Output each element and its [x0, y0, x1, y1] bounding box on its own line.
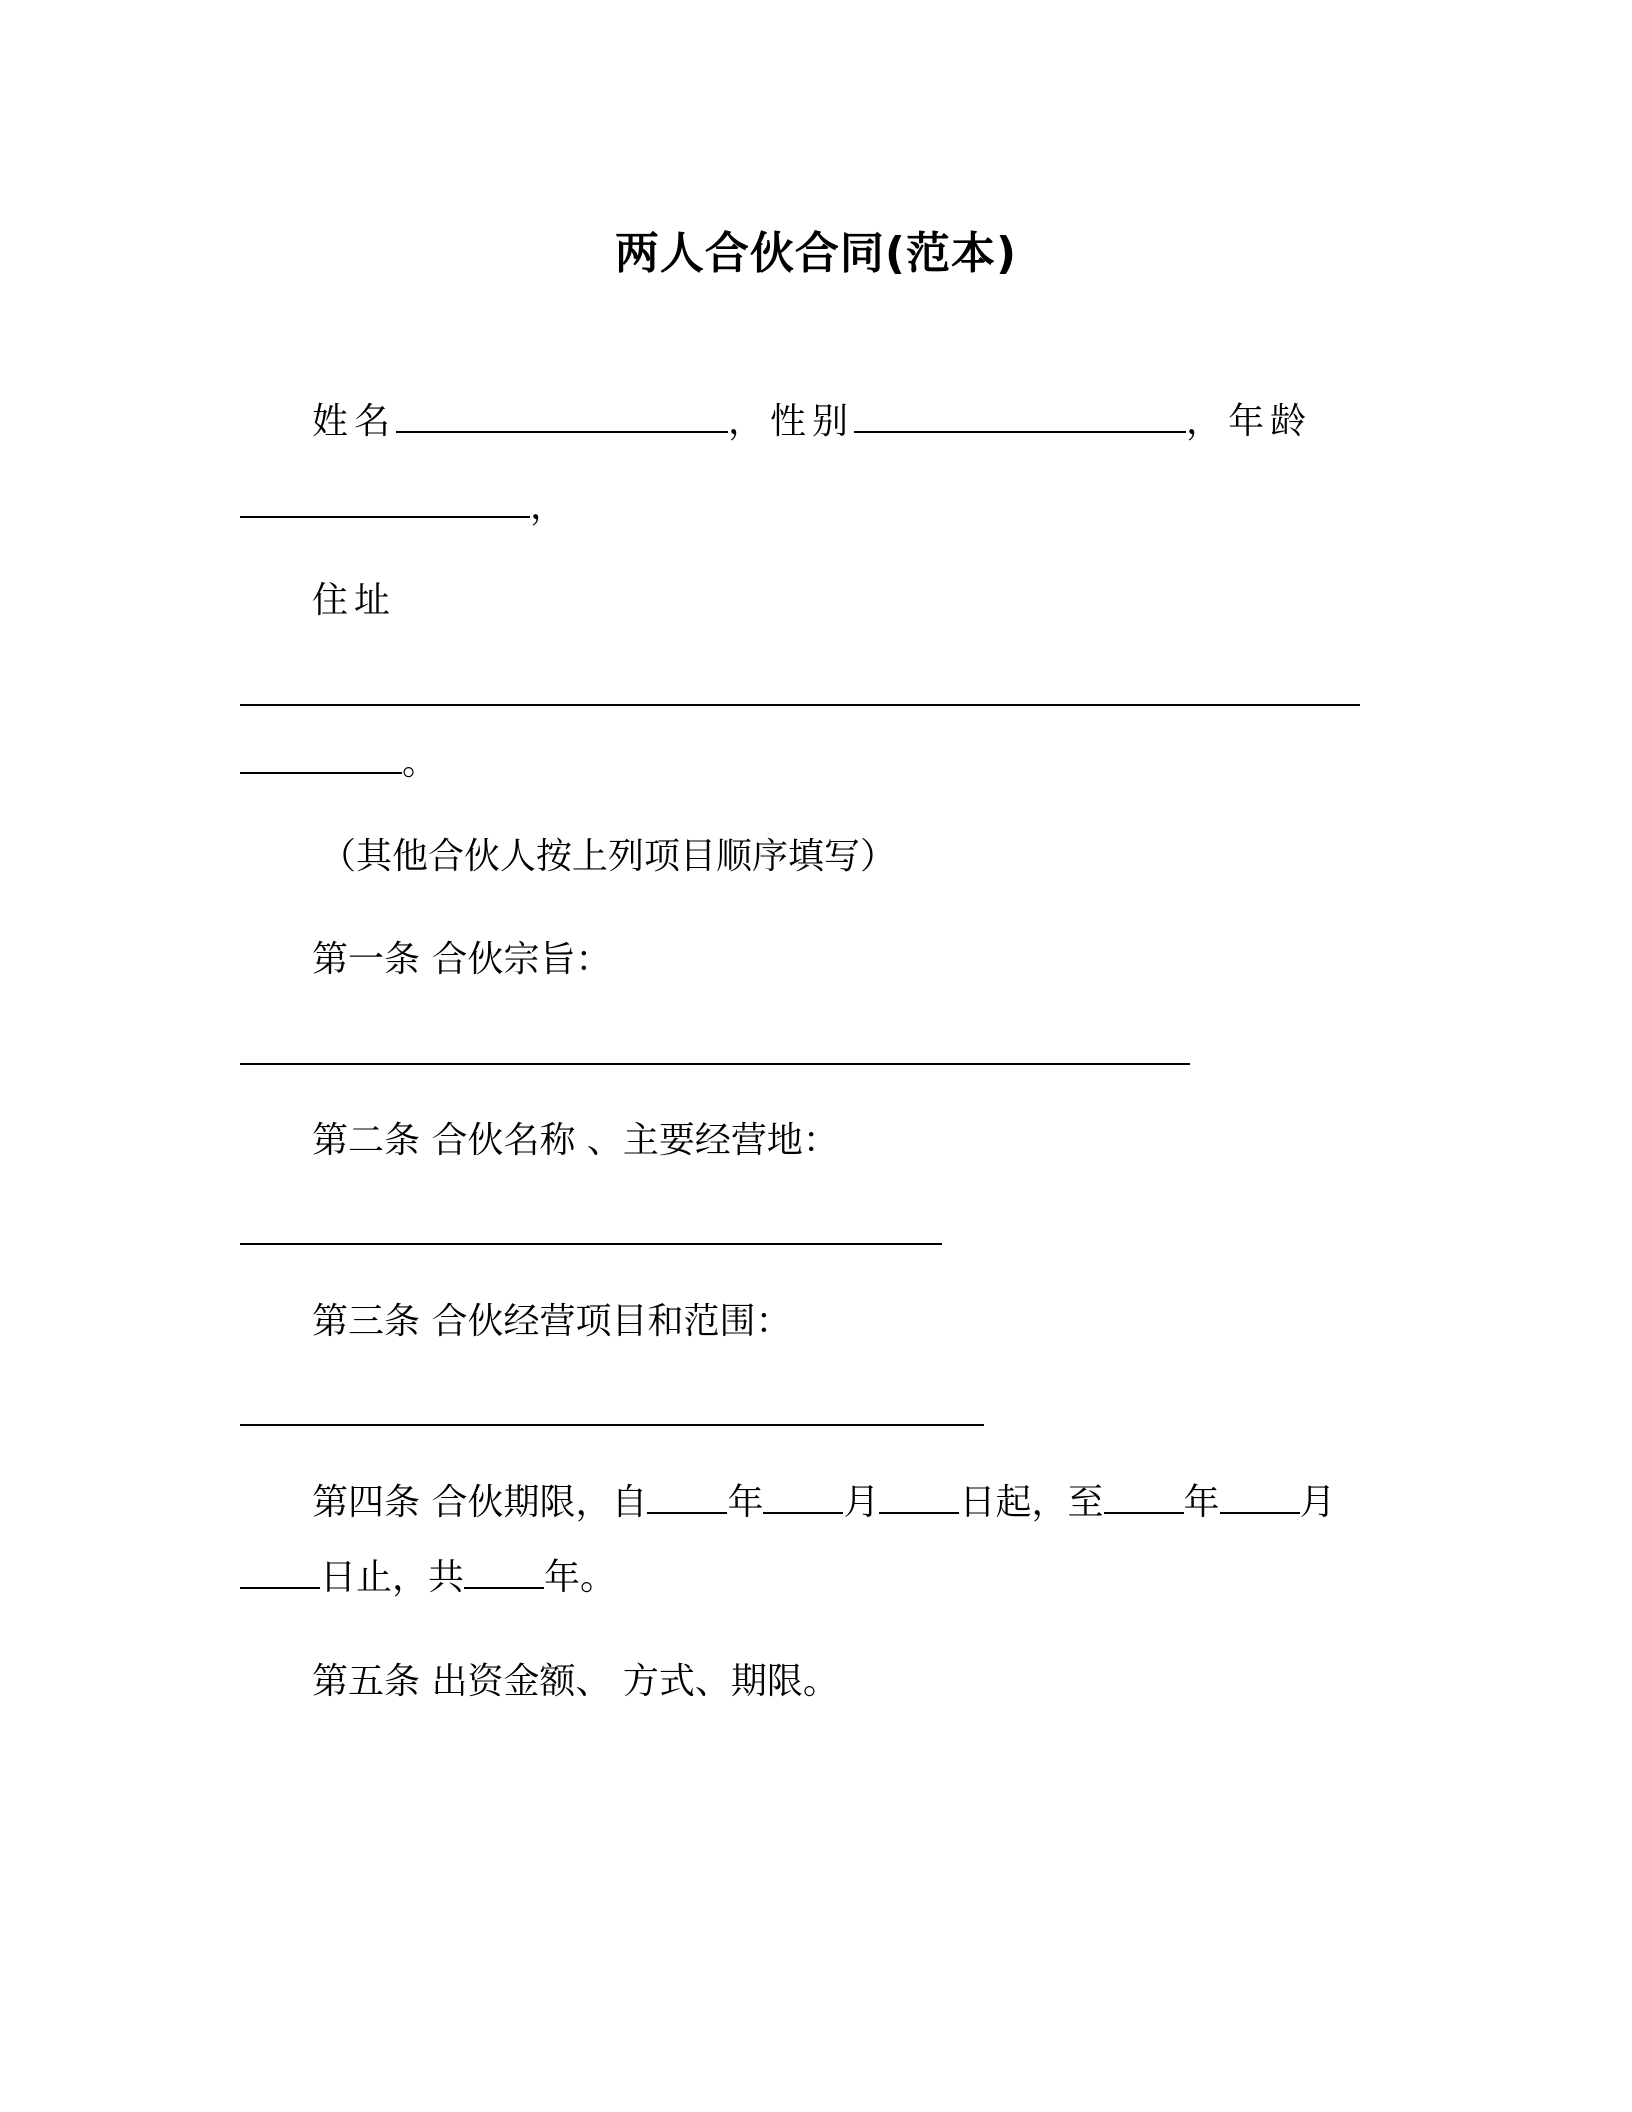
separator: ， [530, 486, 567, 527]
personal-info-line [312, 397, 1312, 447]
name-blank[interactable] [396, 431, 728, 433]
gender-label: 性别 [770, 401, 855, 442]
month-label: 月 [1299, 1482, 1336, 1523]
start-day-blank[interactable] [879, 1512, 959, 1514]
end-year-blank[interactable] [1104, 1512, 1184, 1514]
period: 。 [402, 742, 439, 783]
article-2: 第二条 合伙名称 、主要经营地： [312, 1120, 839, 1161]
day-label: 日起，至 [959, 1482, 1104, 1523]
years-label: 年。 [544, 1557, 617, 1598]
end-day-blank[interactable] [240, 1587, 320, 1589]
total-years-blank[interactable] [464, 1587, 544, 1589]
end-month-blank[interactable] [1220, 1512, 1300, 1514]
separator: ， [728, 401, 771, 442]
article-4-cont [240, 1553, 616, 1603]
article-3: 第三条 合伙经营项目和范围： [312, 1301, 792, 1342]
month-label: 月 [843, 1482, 880, 1523]
fill-note: （其他合伙人按上列项目顺序填写） [320, 836, 897, 877]
name-label: 姓名 [312, 401, 397, 442]
article-1: 第一条 合伙宗旨： [312, 939, 612, 980]
page-title: 两人合伙合同(范本) [614, 228, 1018, 279]
separator: ， [1186, 401, 1229, 442]
age-blank[interactable] [240, 516, 530, 518]
address-blank[interactable] [240, 704, 1360, 706]
age-label: 年龄 [1228, 401, 1313, 442]
address-label-line [312, 576, 396, 626]
start-year-blank[interactable] [647, 1512, 727, 1514]
day-label: 日止，共 [320, 1557, 465, 1598]
address-label: 住址 [312, 580, 397, 621]
article-5: 第五条 出资金额、 方式、期限。 [312, 1661, 839, 1702]
article-4 [312, 1478, 1336, 1528]
start-month-blank[interactable] [763, 1512, 843, 1514]
year-label: 年 [727, 1482, 764, 1523]
address-blank-cont[interactable] [240, 772, 402, 774]
age-line [240, 482, 566, 532]
article-1-blank[interactable] [240, 1063, 1190, 1065]
article-4-prefix: 第四条 合伙期限，自 [312, 1482, 648, 1523]
year-label: 年 [1183, 1482, 1220, 1523]
article-3-blank[interactable] [240, 1424, 984, 1426]
article-2-blank[interactable] [240, 1243, 942, 1245]
gender-blank[interactable] [854, 431, 1186, 433]
address-end-line [240, 738, 438, 788]
